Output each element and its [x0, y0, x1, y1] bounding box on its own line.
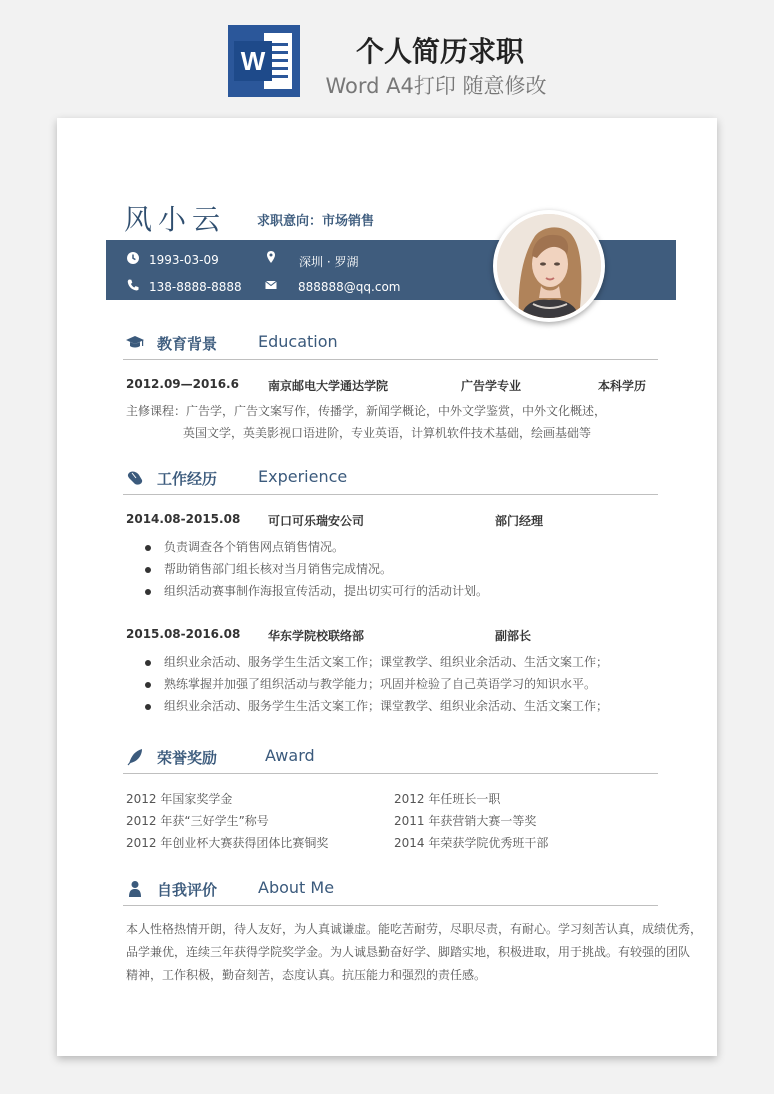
birthday[interactable]: 1993-03-09 [149, 253, 219, 267]
job-objective[interactable]: 求职意向：市场销售 [257, 214, 375, 229]
section-title-en: About Me [258, 878, 335, 897]
bullet-dot [145, 660, 151, 666]
award-left-1[interactable]: 2012 年国家奖学金 [126, 792, 233, 806]
job-2-duty-3[interactable]: 组织业余活动、服务学生生活文案工作；课堂教学、组织业余活动、生活文案工作； [164, 699, 609, 713]
job-1-period[interactable]: 2014.08-2015.08 [126, 512, 241, 526]
portrait-illustration [497, 214, 601, 318]
person-icon [125, 880, 145, 898]
bullet-dot [145, 589, 151, 595]
section-title-en: Experience [258, 467, 348, 486]
clock-icon [126, 251, 140, 265]
bullet-dot [145, 567, 151, 573]
job-1-company[interactable]: 可口可乐瑞安公司 [268, 514, 365, 528]
about-line-3[interactable]: 精神，工作积极，勤奋刻苦，态度认真。抗压能力和强烈的责任感。 [126, 968, 487, 982]
award-right-3[interactable]: 2014 年荣获学院优秀班干部 [394, 836, 549, 850]
award-right-2[interactable]: 2011 年获营销大赛一等奖 [394, 814, 537, 828]
job-1-duty-2[interactable]: 帮助销售部门组长核对当月销售完成情况。 [164, 562, 393, 576]
profile-photo-frame [493, 210, 605, 322]
about-line-1[interactable]: 本人性格热情开朗，待人友好，为人真诚谦虚。能吃苦耐劳，尽职尽责，有耐心。学习刻苦认真，成绩优秀， [126, 922, 703, 936]
section-title-cn: 工作经历 [157, 470, 218, 488]
job-2-position[interactable]: 副部长 [495, 629, 532, 643]
leaf-icon [125, 748, 145, 766]
email-icon [264, 278, 278, 292]
job-2-duty-2[interactable]: 熟练掌握并加强了组织活动与教学能力；巩固并检验了自己英语学习的知识水平。 [164, 677, 597, 691]
section-title-cn: 教育背景 [157, 335, 218, 353]
award-right-1[interactable]: 2012 年任班长一职 [394, 792, 501, 806]
phone[interactable]: 138-8888-8888 [149, 280, 242, 294]
location[interactable]: 深圳 · 罗湖 [299, 255, 359, 269]
candidate-name[interactable]: 风小云 [124, 203, 227, 236]
section-experience-header [123, 465, 658, 495]
section-education-header [123, 330, 658, 360]
education-major[interactable]: 广告学专业 [461, 379, 522, 393]
template-banner [0, 0, 774, 110]
education-courses-line2[interactable]: 英国文学，英美影视口语进阶，专业英语，计算机软件技术基础，绘画基础等 [183, 426, 592, 440]
bullet-dot [145, 704, 151, 710]
location-pin-icon [264, 250, 278, 264]
education-degree[interactable]: 本科学历 [598, 379, 647, 393]
job-2-period[interactable]: 2015.08-2016.08 [126, 627, 241, 641]
job-1-duty-1[interactable]: 负责调查各个销售网点销售情况。 [164, 540, 345, 554]
job-1-position[interactable]: 部门经理 [495, 514, 544, 528]
phone-icon [126, 278, 140, 292]
education-courses-line1[interactable]: 主修课程：广告学，广告文案写作，传播学，新闻学概论，中外文学鉴赏，中外文化概述， [126, 404, 607, 418]
section-title-en: Award [265, 746, 315, 765]
word-letter: W [234, 41, 272, 81]
word-app-icon [228, 25, 300, 97]
job-2-company[interactable]: 华东学院校联络部 [268, 629, 365, 643]
section-award-header [123, 744, 658, 774]
education-period[interactable]: 2012.09—2016.6 [126, 377, 239, 391]
section-title-en: Education [258, 332, 338, 351]
section-title-cn: 自我评价 [157, 881, 218, 899]
job-2-duty-1[interactable]: 组织业余活动、服务学生生活文案工作；课堂教学、组织业余活动、生活文案工作； [164, 655, 609, 669]
education-school[interactable]: 南京邮电大学通达学院 [268, 379, 389, 393]
banner-title: 个人简历求职 [355, 35, 524, 68]
about-line-2[interactable]: 品学兼优，连续三年获得学院奖学金。为人诚恳勤奋好学、脚踏实地，积极进取，用于挑战。有较强的团队 [126, 945, 691, 959]
resume-page [57, 118, 717, 1056]
award-left-3[interactable]: 2012 年创业杯大赛获得团体比赛铜奖 [126, 836, 329, 850]
bullet-dot [145, 682, 151, 688]
section-about-header [123, 876, 658, 906]
banner-subtitle: Word A4打印 随意修改 [325, 74, 547, 98]
job-1-duty-3[interactable]: 组织活动赛事制作海报宣传活动，提出切实可行的活动计划。 [164, 584, 489, 598]
award-left-2[interactable]: 2012 年获“三好学生”称号 [126, 814, 269, 828]
email[interactable]: 888888@qq.com [298, 280, 401, 294]
profile-photo[interactable] [497, 214, 601, 318]
bullet-dot [145, 545, 151, 551]
graduation-cap-icon [125, 334, 145, 352]
mouse-icon [125, 469, 145, 487]
section-title-cn: 荣誉奖励 [157, 749, 218, 767]
